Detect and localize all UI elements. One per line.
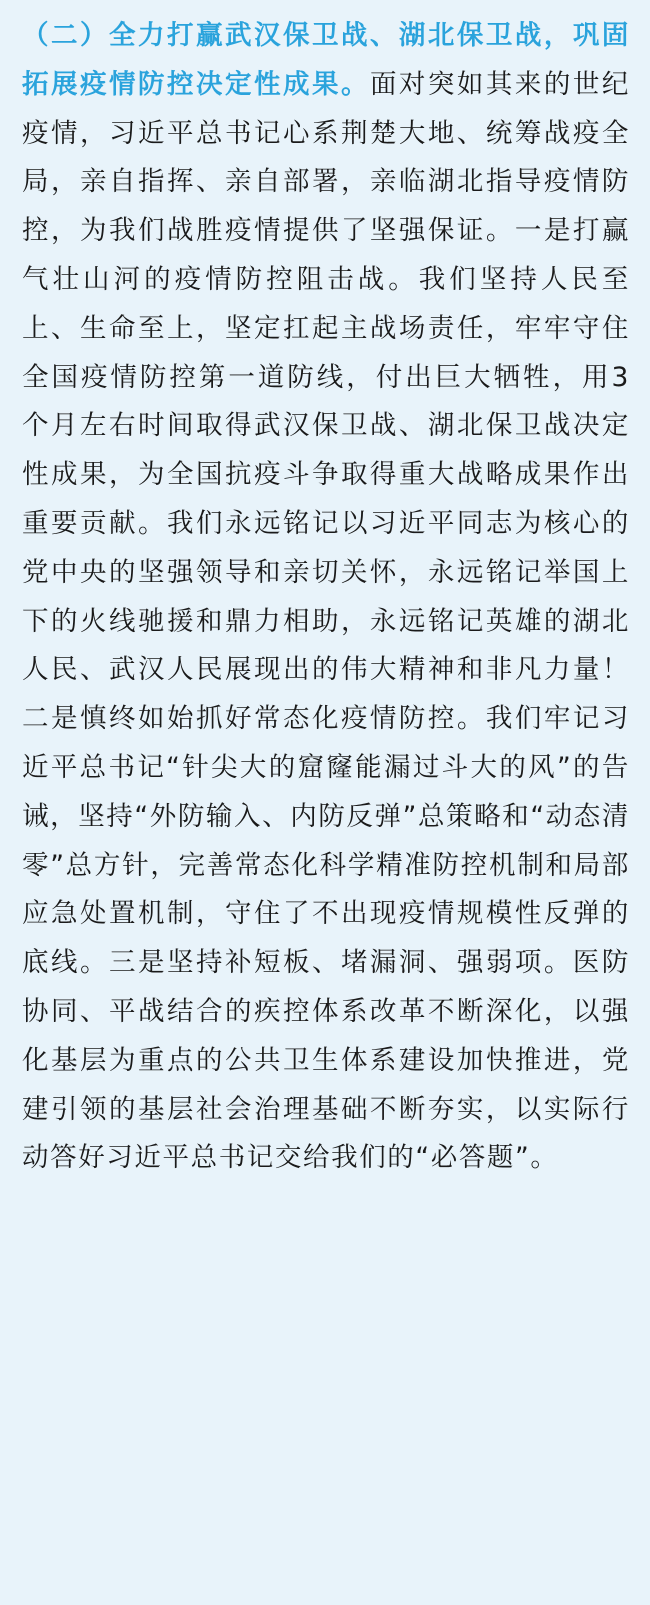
article-body-text: 面对突如其来的世纪疫情，习近平总书记心系荆楚大地、统筹战疫全局，亲自指挥、亲自部署，亲临湖北指导疫情防控，为我们战胜疫情提供了坚强保证。一是打赢气壮山河的疫情防控阻击战。我们坚持人民至上、生命至上，坚定扛起主战场责任，牢牢守住全国疫情防控第一道防线，付出巨大牺牲，用3个月左右时间取得武汉保卫战、湖北保卫战决定性成果，为全国抗疫斗争取得重大战略成果作出重要贡献。我们永远铭记以习近平同志为核心的党中央的坚强领导和亲切关怀，永远铭记举国上下的火线驰援和鼎力相助，永远铭记英雄的湖北人民、武汉人民展现出的伟大精神和非凡力量！二是慎终如始抓好常态化疫情防控。我们牢记习近平总书记“针尖大的窟窿能漏过斗大的风”的告诫，坚持“外防输入、内防反弹”总策略和“动态清零”总方针，完善常态化科学精准防控机制和局部应急处置机制，守住了不出现疫情规模性反弹的底线。三是坚持补短板、堵漏洞、强弱项。医防协同、平战结合的疾控体系改革不断深化，以强化基层为重点的公共卫生体系建设加快推进，党建引领的基层社会治理基础不断夯实，以实际行动答好习近平总书记交给我们的“必答题”。 — [22, 68, 630, 1174]
article-paragraph — [22, 12, 630, 1183]
section-heading: （二）全力打赢武汉保卫战、湖北保卫战，巩固拓展疫情防控决定性成果。 — [22, 20, 630, 100]
